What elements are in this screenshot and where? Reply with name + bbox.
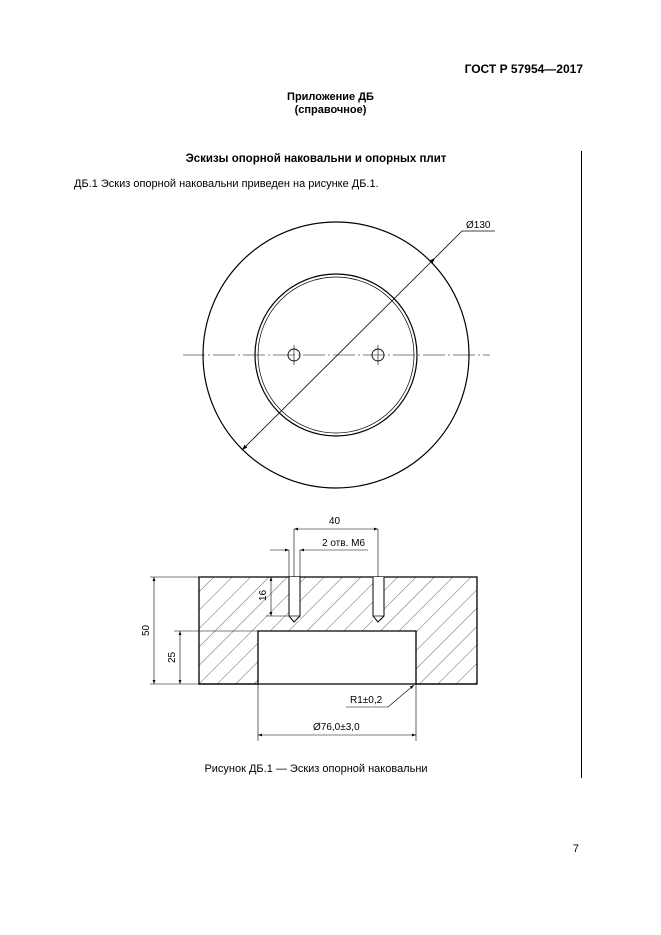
- outer-diameter-label: Ø130: [466, 220, 491, 231]
- appendix-subtitle: (справочное): [294, 104, 367, 116]
- diameter-line: [242, 258, 435, 450]
- hatched-body: [199, 577, 477, 684]
- radius-label: R1±0,2: [350, 695, 383, 706]
- page-number: 7: [572, 843, 579, 855]
- appendix-title: Приложение ДБ: [287, 91, 374, 103]
- recess-diameter-label: Ø76,0±3,0: [313, 722, 360, 733]
- section-view: [141, 516, 477, 741]
- top-view: [183, 220, 495, 488]
- height-label: 50: [141, 624, 152, 636]
- holes-label: 2 отв. М6: [322, 538, 366, 549]
- section-paragraph: ДБ.1 Эскиз опорной наковальни приведен на рисунке ДБ.1.: [74, 178, 379, 190]
- standard-number: ГОСТ Р 57954—2017: [464, 62, 583, 76]
- hole-right-section: [373, 577, 384, 621]
- hole-spacing-label: 40: [329, 516, 341, 527]
- hole-depth-label: 16: [258, 589, 269, 601]
- recess-depth-label: 25: [167, 651, 178, 663]
- radius-leader: [388, 685, 414, 707]
- hole-left-section: [289, 577, 300, 621]
- figure-caption: Рисунок ДБ.1 — Эскиз опорной наковальни: [204, 763, 428, 775]
- section-title: Эскизы опорной наковальни и опорных плит: [185, 153, 447, 165]
